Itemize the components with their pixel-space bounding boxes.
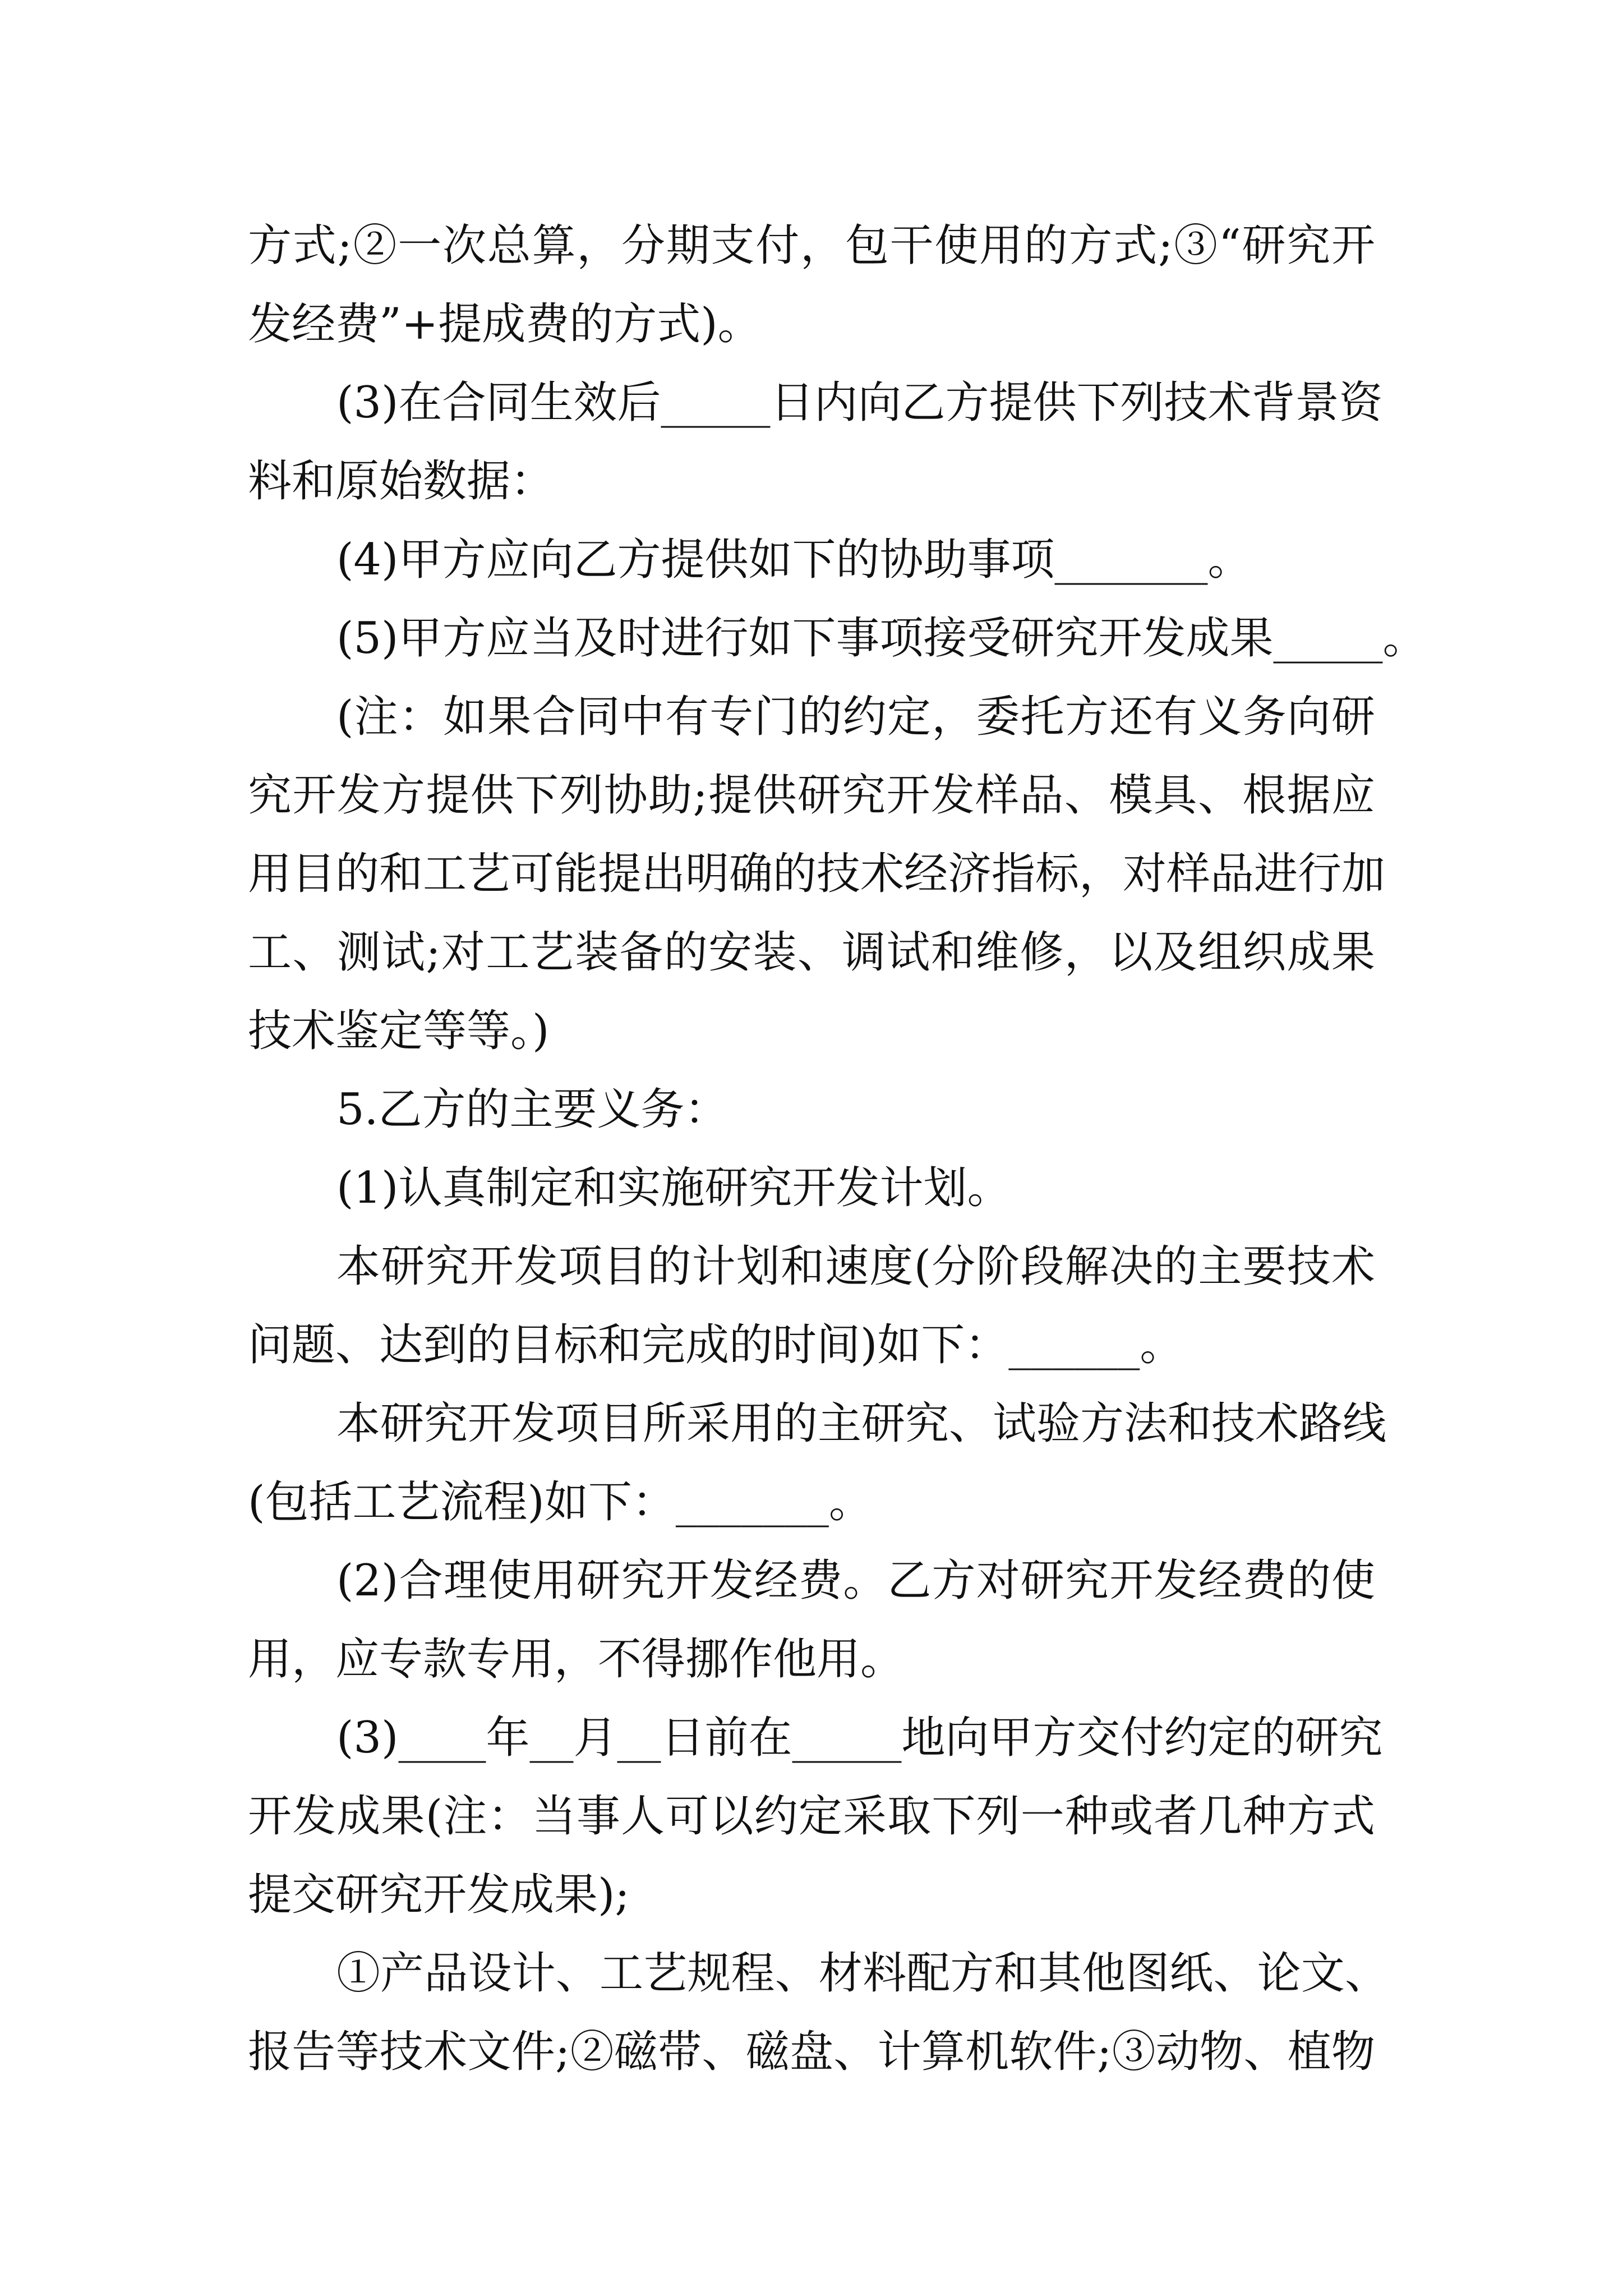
- text-line: 本研究开发项目的计划和速度(分阶段解决的主要技术: [336, 1241, 1375, 1292]
- text-line: 用目的和工艺可能提出明确的技术经济指标，对样品进行加: [248, 849, 1386, 899]
- text-line: (4)甲方应向乙方提供如下的协助事项_______。: [336, 535, 1252, 585]
- text-line: 本研究开发项目所采用的主研究、试验方法和技术路线: [336, 1398, 1387, 1449]
- text-line: 报告等技术文件;②磁带、磁盘、计算机软件;③动物、植物: [248, 2027, 1375, 2077]
- text-line: (包括工艺流程)如下：_______。: [248, 1477, 873, 1527]
- text-line: 提交研究开发成果);: [248, 1870, 630, 1920]
- text-line: 问题、达到的目标和完成的时间)如下：______。: [248, 1320, 1184, 1370]
- text-line: (5)甲方应当及时进行如下事项接受研究开发成果_____。: [336, 613, 1427, 664]
- text-line: (3)____年__月__日前在_____地向甲方交付约定的研究: [336, 1713, 1383, 1763]
- text-line: (注：如果合同中有专门的约定，委托方还有义务向研: [336, 692, 1375, 742]
- text-line: 方式;②一次总算，分期支付，包干使用的方式;③“研究开: [248, 220, 1375, 271]
- text-line: 5.乙方的主要义务：: [336, 1084, 728, 1135]
- text-line: 技术鉴定等等。): [248, 1006, 550, 1056]
- text-line: 开发成果(注：当事人可以约定采取下列一种或者几种方式: [248, 1791, 1375, 1842]
- text-line: 究开发方提供下列协助;提供研究开发样品、模具、根据应: [248, 770, 1375, 821]
- text-line: (1)认真制定和实施研究开发计划。: [336, 1163, 1011, 1213]
- text-line: (2)合理使用研究开发经费。乙方对研究开发经费的使: [336, 1556, 1375, 1606]
- text-line: (3)在合同生效后_____日内向乙方提供下列技术背景资: [336, 378, 1383, 428]
- text-line: 用，应专款专用，不得挪作他用。: [248, 1634, 905, 1685]
- text-line: 料和原始数据：: [248, 456, 555, 507]
- text-line: ①产品设计、工艺规程、材料配方和其他图纸、论文、: [336, 1948, 1389, 1999]
- text-line: 工、测试;对工艺装备的安装、调试和维修，以及组织成果: [248, 927, 1375, 978]
- text-line: 发经费”+提成费的方式)。: [248, 299, 762, 349]
